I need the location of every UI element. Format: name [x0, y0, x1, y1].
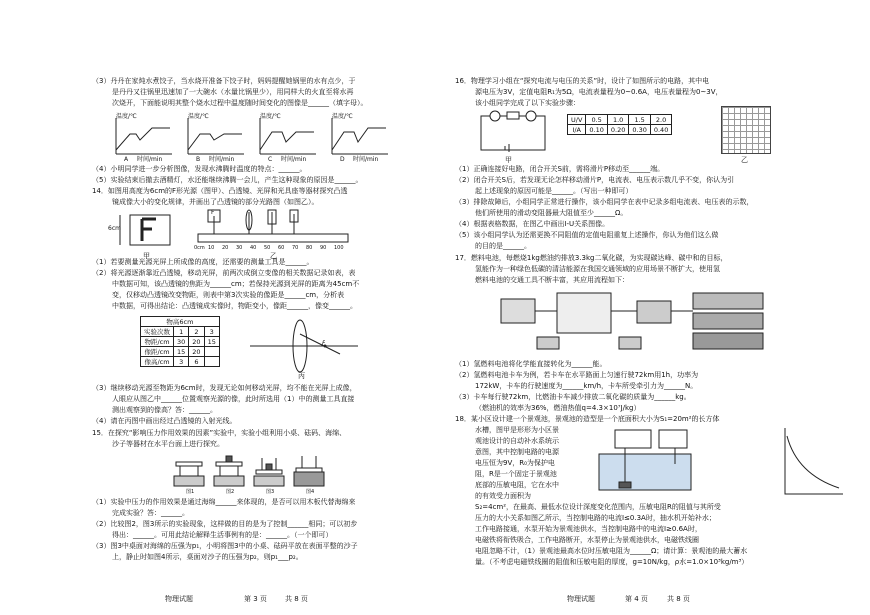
q17-part2-line2: 172kW，卡车的行驶速度为______km/h，卡车所受牵引力为______N。 — [475, 382, 698, 390]
table-cell: 0.40 — [650, 125, 671, 135]
q15-part2-line2: 得出：______。可用此结论解释生活事例有的是：______。（一个即可） — [112, 531, 333, 539]
table-cell: 0.10 — [586, 125, 607, 135]
ruler-tick: 70 — [292, 245, 299, 251]
q18-stem-line7: 底部的压敏电阻，它在水中 — [475, 481, 559, 489]
q16-stem-line3: 该小组同学完成了以下实验步骤： — [475, 99, 580, 107]
ruler-tick: 80 — [306, 245, 313, 251]
footer-subject: 物理试题 — [165, 595, 193, 603]
q14-part3-line2: 人眼应从图乙中______位置观察光源的像，此时所选用（1）中的测量工具直接 — [112, 395, 355, 403]
table-cell: 1.0 — [607, 115, 628, 125]
figure-jia-label: 甲 — [143, 252, 150, 260]
graph-a-letter: A — [124, 156, 129, 163]
fig2-label: 图2 — [226, 489, 235, 495]
table-cell: 2 — [189, 327, 204, 337]
table-cell: 像高/cm — [141, 357, 174, 367]
table-cell: 像距/cm — [141, 347, 174, 357]
table-cell: U/V — [568, 115, 586, 125]
graph-a-ylabel: 温度/℃ — [116, 113, 137, 120]
table-cell: 实验次数 — [141, 327, 174, 337]
figure-bing-label: 丙 — [298, 372, 305, 380]
table-cell: 1.5 — [629, 115, 650, 125]
q18-text-line9: S₂=4cm²，在最高、最低水位设计深度变化范围内，压敏电阻R的阻值与其所受 — [475, 503, 721, 511]
table-row — [568, 125, 672, 135]
q15-part2-line1: （2）比较图2，图3所示的实验现象，这样做的目的是为了控制______相同；可以初步 — [92, 520, 358, 528]
q18-text-line13: 电阻忽略不计，（1）景观池最高水位时压敏电阻为______Ω；请计算：景观池的最大蓄水 — [475, 547, 748, 555]
table-cell: 20 — [189, 337, 204, 347]
label-6cm: 6cm — [108, 225, 121, 232]
graph-c-letter: C — [268, 156, 273, 163]
q18-stem-line5: 电压恒为9V，R₀为保护电 — [475, 459, 555, 467]
q16-part5-line2: 的目的是______。 — [475, 242, 531, 250]
q16-part4: （4）根据表格数据，在图乙中画出I-U关系图像。 — [455, 220, 610, 228]
graph-d-letter: D — [340, 156, 345, 163]
q16-part5-line1: （5）该小组同学认为还需更换不同阻值的定值电阻重复上述操作，你认为他们这么做 — [455, 231, 719, 239]
q16-part2-line1: （2）闭合开关S后，若发现无论怎样移动滑片P，电流表、电压表示数几乎不变，你认为引 — [455, 176, 735, 184]
q17-part3-line2: （燃油机的效率为36%，燃油热值q=4.3×10⁷J/kg） — [475, 404, 641, 412]
table-cell: 2.0 — [650, 115, 671, 125]
table-cell: 物距/cm — [141, 337, 174, 347]
footer-subject: 物理试题 — [567, 595, 595, 603]
q17-stem-line3: 燃料电池的交通工具不断丰富，其应用流程如下： — [475, 276, 629, 284]
q15-stem-line2: 沙子等器材在水平台面上进行探究。 — [112, 440, 224, 448]
footer-total: 共 8 页 — [285, 595, 308, 603]
q14-part3-line1: （3）继续移动光源至物距为6cm时，发现无论如何移动光屏，均不能在光屏上成像， — [92, 384, 357, 392]
q18-text-line12: 电磁铁将衔铁吸合，工作电路断开，水泵停止为景观池供水，电磁铁线圈 — [475, 536, 699, 544]
table-row — [568, 115, 672, 125]
ruler-tick: 10 — [208, 245, 215, 251]
table-cell: I/A — [568, 125, 586, 135]
circuit-figure — [475, 110, 555, 156]
table-row — [141, 347, 220, 357]
lens-data-table — [140, 316, 220, 367]
table-cell: 15 — [204, 337, 219, 347]
q18-text-line10: 压力的大小关系如图乙所示，当控制电路的电流I≤0.3A时，抽水机开始补水； — [475, 514, 716, 522]
q13-part3-line3: 次烧开，下面能说明其整个烧水过程中温度随时间变化的图像是______（填字母）。 — [112, 99, 368, 107]
table-cell — [204, 347, 219, 357]
fig3-label: 图3 — [266, 489, 275, 495]
table-cell: 30 — [174, 337, 189, 347]
table-cell: 15 — [174, 347, 189, 357]
table-row — [141, 337, 220, 347]
ruler-tick: 40 — [250, 245, 257, 251]
q17-stem-line2: 氢能作为一种绿色低碳的清洁能源在我国交通领域的应用场景不断扩大，使用氢 — [475, 265, 720, 273]
table-title: 物高6cm — [141, 317, 220, 327]
q15-part1-line1: （1）实验中压力的作用效果是通过海绵______来体现的，是否可以用木板代替海绵来 — [92, 498, 356, 506]
graph-b-ylabel: 温度/℃ — [188, 113, 209, 120]
iv-data-table — [567, 114, 672, 135]
iu-grid-graph — [721, 106, 771, 154]
table-cell: 0.30 — [629, 125, 650, 135]
q17-stem-line1: 17．燃料电池，每燃烧1kg燃油约排放3.3kg二氧化碳，为实现碳达峰、碳中和的目标， — [455, 254, 728, 262]
q15-part3-line1: （3）图3中桌面对海绵的压强为p₁，小明将图3中的小桌、砝码平放在表面平整的沙子 — [92, 542, 358, 550]
label-F: F — [211, 209, 215, 216]
q13-part3-line2: 是丹丹又往锅里迅速加了一大碗水（水量比锅里少），用同样大的火直至将水再 — [112, 88, 354, 96]
table-cell: 1 — [174, 327, 189, 337]
fig4-label: 图4 — [306, 489, 315, 495]
q16-part1: （1）正确连接好电路，闭合开关S前，需将滑片P移动至______端。 — [455, 165, 665, 173]
q18-stem-line2: 水槽，图甲是形形为小区景 — [475, 426, 559, 434]
q13-part4: （4）小明同学进一步分析图像，发现水沸腾时温度的特点：______。 — [92, 165, 307, 173]
q15-part1-line2: 完成实验？答：______。 — [112, 509, 189, 517]
table-row — [141, 327, 220, 337]
graph-a-xlabel: 时间/min — [137, 156, 163, 163]
table-cell: 20 — [189, 347, 204, 357]
q14-part2-line4: 中数据，可得出结论：凸透镜成实像时，物距变小，像距______，像变______。 — [112, 302, 357, 310]
q18-stem-line1: 18．某小区设计建一个景观池，景观池的造型是一个底面积大小为S₁=20m²的长方体 — [455, 415, 720, 423]
f-light-source-figure — [112, 211, 182, 249]
ruler-tick: 60 — [278, 245, 285, 251]
q18-stem-line3: 观池设计的自动补水系统示 — [475, 437, 559, 445]
q18-stem-line8: 的有效受力面积为 — [475, 492, 531, 500]
table-cell: 0.20 — [607, 125, 628, 135]
fig1-label: 图1 — [186, 489, 195, 495]
table-cell: 3 — [174, 357, 189, 367]
footer-total: 共 8 页 — [667, 595, 690, 603]
ruler-tick: 90 — [320, 245, 327, 251]
table-cell: 6 — [189, 357, 204, 367]
q16-part3-line1: （3）排除故障后，小组同学正常进行操作，该小组同学在表中记录多组电流表、电压表的示数， — [455, 198, 754, 206]
q16-part3-line2: 他们所使用的滑动变阻器最大阻值至少______Ω。 — [475, 209, 628, 217]
focus-label: F — [322, 340, 326, 347]
q15-part3-line2: 上，静止时如图4所示，桌面对沙子的压强为p₂，则p₁___p₂。 — [112, 553, 303, 561]
q13-part3-line1: （3）丹丹在家炖水煮饺子，当水烧开准备下饺子时，妈妈提醒她锅里的水有点少，于 — [92, 77, 356, 85]
fuel-cell-flow-figure — [497, 289, 807, 355]
figure-yi-label: 乙 — [270, 252, 277, 260]
optical-bench-figure — [194, 206, 354, 251]
pressure-resistance-chart — [777, 424, 847, 504]
q16-part2-line2: 起上述现象的原因可能是______。（写出一种即可） — [475, 187, 633, 195]
q14-part1: （1）若要测量光源光屏上所成像的高度，还需要的测量工具是______。 — [92, 258, 314, 266]
footer-page: 第 4 页 — [625, 595, 648, 603]
q17-part2-line1: （2）氢燃料电池卡车为例，若卡车在水平路面上匀速行驶72km用1h，功率为 — [455, 371, 699, 379]
q18-stem-line6: 阻，R是一个固定于景观池 — [475, 470, 557, 478]
table-cell: 3 — [204, 327, 219, 337]
lens-ray-figure — [250, 316, 360, 378]
q14-part2-line3: 变，仅移动凸透镜改变物距，则表中第3次实验的像距是______cm，分析表 — [112, 291, 345, 299]
q17-part1: （1）氢燃料电池将化学能直接转化为______能。 — [455, 360, 607, 368]
q17-part3-line1: （3）卡车每行驶72km，比燃油卡车减少排放二氧化碳的质量为______kg。 — [455, 393, 691, 401]
q16-stem-line2: 源电压为3V，定值电阻R₁为5Ω，电流表量程为0~0.6A，电压表量程为0~3V， — [475, 88, 723, 96]
table-row — [141, 357, 220, 367]
q14-part2-line1: （2）将光源逐渐靠近凸透镜，移动光屏，前两次成倒立变像的相关数据记录如表，表 — [92, 269, 356, 277]
q14-stem-line2: 镜成像大小的变化规律，并画出了凸透镜的部分光路图（如图乙）。 — [112, 198, 319, 206]
footer-page: 第 3 页 — [244, 595, 267, 603]
ruler-tick: 50 — [264, 245, 271, 251]
graph-d-ylabel: 温度/℃ — [332, 113, 353, 120]
graph-b-letter: B — [196, 156, 201, 163]
ruler-tick: 20 — [222, 245, 229, 251]
q13-part5: （5）实验结束后撤去酒精灯，水还能继续沸腾一会儿，产生这种现象的原因是______。 — [92, 176, 363, 184]
q18-text-line14: 量。（不考虑电磁铁线圈的阻值和压敏电阻的厚度，g=10N/kg，ρ水=1.0×10³kg/m³） — [475, 558, 749, 566]
circuit-jia-label: 甲 — [505, 156, 512, 164]
q16-stem-line1: 16．物理学习小组在“探究电流与电压的关系”时，设计了如图所示的电路，其中电 — [455, 77, 710, 85]
table-cell: 0.5 — [586, 115, 607, 125]
ruler-tick: 30 — [236, 245, 243, 251]
graph-c-ylabel: 温度/℃ — [260, 113, 281, 120]
q18-text-line11: 工作电路接通，水泵开始为景观池供水，当控制电路中的电流I≥0.6A时， — [475, 525, 702, 533]
q15-stem-line1: 15．在探究“影响压力作用效果的因素”实验中，实验小组利用小桌、砝码、海绵、 — [92, 429, 347, 437]
ruler-tick: 0cm — [194, 245, 205, 251]
graph-c-xlabel: 时间/min — [281, 156, 307, 163]
water-system-diagram — [595, 424, 735, 504]
q14-part4: （4）请在丙图中画出经过凸透镜的入射光线。 — [92, 417, 237, 425]
graph-b-xlabel: 时间/min — [209, 156, 235, 163]
q14-part2-line2: 中数据可知，该凸透镜的焦距为______cm；若保持光源到光屏的距离为45cm不 — [112, 280, 360, 288]
graph-d-xlabel: 时间/min — [353, 156, 379, 163]
q18-stem-line4: 意图，其中控制电路的电源 — [475, 448, 559, 456]
q14-stem-line1: 14．如图用高度为6cm的F形光源（图甲）、凸透镜、光屏和光具座等器材探究凸透 — [92, 187, 348, 195]
pressure-experiment-figures — [170, 452, 330, 492]
right-page — [435, 0, 870, 615]
q14-part3-line3: 测出观察到的像高？答：______。 — [112, 406, 217, 414]
table-cell — [204, 357, 219, 367]
graph-yi-label: 乙 — [741, 156, 748, 164]
ruler-tick: 100 — [334, 245, 344, 251]
